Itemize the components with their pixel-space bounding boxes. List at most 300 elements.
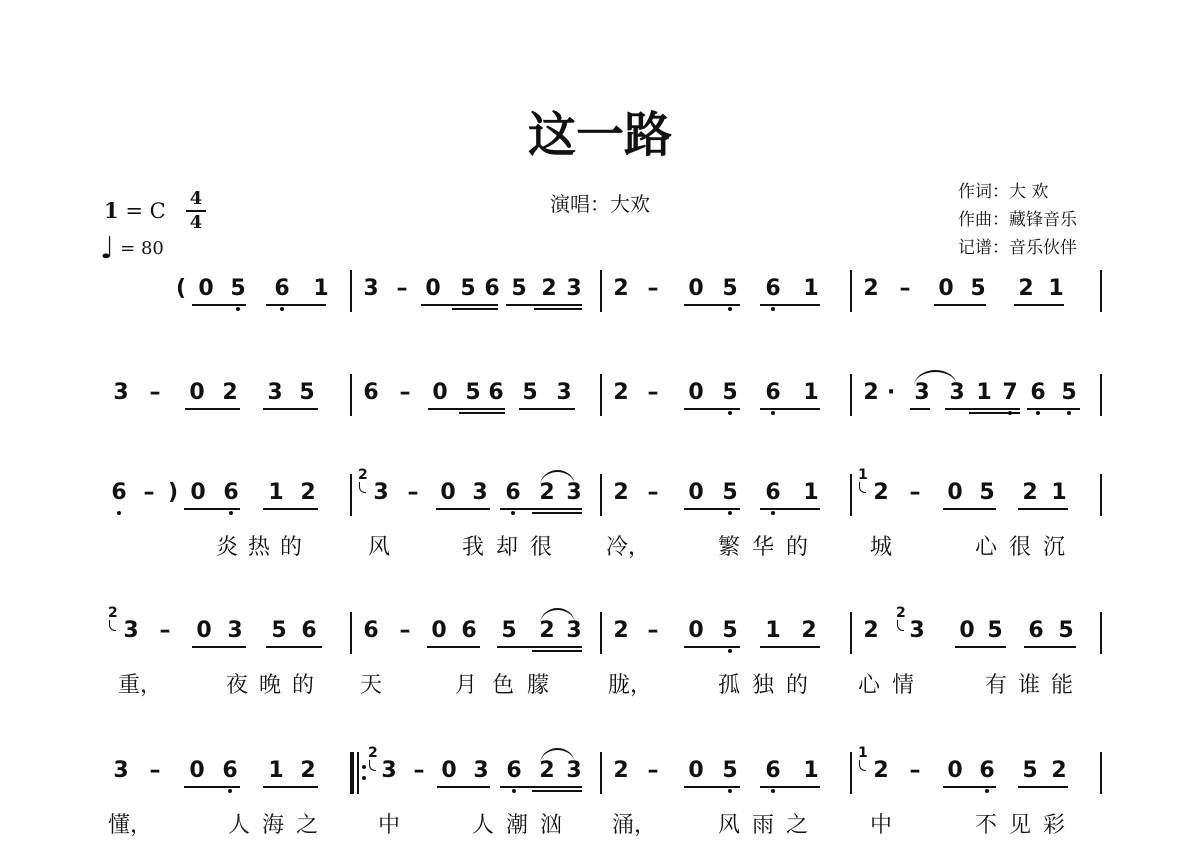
transcriber-credit: 记谱：音乐伙伴 [958, 238, 1077, 258]
duration-underline [185, 408, 240, 410]
dash-mark: – [647, 276, 659, 301]
volta-mark [108, 606, 118, 631]
score-row [0, 467, 1200, 560]
lyric-syllable: 繁 [718, 535, 741, 560]
note-numeral: 5 [299, 380, 315, 405]
song-title: 这一路 [527, 107, 672, 163]
lower-octave-dot [728, 789, 732, 793]
note-numeral: 5 [460, 276, 476, 301]
lyric-syllable: 很 [1009, 535, 1032, 560]
note-numeral: 2 [1018, 276, 1034, 301]
note-numeral: 6 [764, 380, 782, 405]
bar-line [850, 374, 852, 416]
duration-underline [184, 786, 240, 788]
duration-underline [192, 646, 246, 648]
note-numeral: 1 [803, 480, 819, 505]
dash-mark: – [647, 618, 659, 643]
note-numeral: 0 [190, 480, 206, 505]
note-numeral: 2 [613, 480, 629, 505]
lyric-syllable: 心 [858, 673, 881, 698]
note-numeral: 2 [863, 276, 879, 301]
note-numeral: 3 [363, 276, 379, 301]
lyric-syllable: 能 [1051, 673, 1074, 698]
note-numeral: 6 [221, 758, 239, 783]
duration-underline [534, 308, 582, 310]
note-numeral: 0 [947, 758, 963, 783]
note-numeral: 5 [522, 380, 538, 405]
note-numeral: 6 [978, 758, 996, 783]
duration-underline [532, 512, 582, 514]
note-numeral: 6 [488, 380, 504, 405]
lyric-syllable: 沉 [1043, 535, 1066, 560]
note-numeral: 5 [979, 480, 995, 505]
duration-underline [437, 786, 490, 788]
lower-octave-dot [236, 307, 240, 311]
duration-underline [969, 412, 1020, 414]
dash-mark: – [647, 380, 659, 405]
note-numeral: 5 [1022, 758, 1038, 783]
bar-line [350, 474, 352, 516]
lyric-syllable: 我 [462, 535, 485, 560]
note-numeral: 6 [273, 276, 291, 301]
note-numeral: 1 [268, 480, 284, 505]
lyric-syllable: 重， [118, 673, 163, 698]
bar-line [350, 374, 352, 416]
note-numeral: 5 [721, 758, 739, 783]
duration-underline [500, 508, 582, 510]
bar-line [600, 270, 602, 312]
dash-mark: – [399, 380, 411, 405]
volta-number: 2 [358, 467, 368, 483]
lyric-syllable: 人 [228, 813, 251, 838]
note-numeral: 5 [721, 276, 739, 301]
note-numeral: 3 [373, 480, 389, 505]
note-numeral: 3 [566, 618, 582, 643]
lower-octave-dot [728, 649, 732, 653]
note-numeral: 2 [539, 618, 555, 643]
duration-underline [684, 304, 740, 306]
note-numeral: 2 [613, 618, 629, 643]
volta-number: 2 [368, 745, 378, 761]
bar-line [350, 612, 352, 654]
duration-underline [684, 408, 740, 410]
duration-underline [760, 786, 820, 788]
lyric-syllable: 冷， [606, 535, 651, 560]
note-numeral: 2 [222, 380, 238, 405]
lyric-syllable: 很 [530, 535, 553, 560]
lyric-syllable: 中 [870, 813, 893, 838]
lyric-syllable: 月 [455, 673, 478, 698]
note-numeral: 0 [959, 618, 975, 643]
score-row [0, 745, 1200, 838]
volta-number: 1 [858, 745, 868, 761]
duration-underline [1024, 646, 1076, 648]
note-numeral: 5 [721, 380, 739, 405]
lyric-syllable: 风 [718, 813, 741, 838]
duration-underline [497, 646, 582, 648]
dash-mark: – [399, 618, 411, 643]
score-row [0, 276, 1200, 336]
note-numeral: 5 [1060, 380, 1078, 405]
lower-octave-dot [771, 411, 775, 415]
dash-mark: – [159, 618, 171, 643]
duration-underline [427, 646, 480, 648]
lyric-syllable: 色 [492, 673, 515, 698]
duration-underline [506, 304, 582, 306]
quarter-note-icon: ♩ [100, 231, 115, 266]
note-numeral: 3 [566, 480, 582, 505]
note-numeral: 0 [688, 758, 704, 783]
note-numeral: 1 [803, 758, 819, 783]
key-signature [104, 198, 166, 223]
lyric-syllable: 汹 [540, 813, 563, 838]
bar-line [600, 752, 602, 794]
note-numeral: 2 [873, 480, 889, 505]
note-numeral: 0 [425, 276, 441, 301]
volta-mark [368, 746, 378, 771]
note-numeral: 6 [363, 380, 379, 405]
note-numeral: · [886, 380, 896, 405]
dash-mark: – [909, 758, 921, 783]
lyric-syllable: 却 [496, 535, 519, 560]
duration-underline [192, 304, 246, 306]
note-numeral: 5 [721, 480, 739, 505]
parenthesis: ) [167, 480, 179, 505]
lyric-syllable: 热 [248, 535, 271, 560]
note-numeral: 3 [566, 758, 582, 783]
duration-underline [184, 508, 240, 510]
note-numeral: 0 [198, 276, 214, 301]
key-eq: = C [125, 199, 166, 223]
volta-number: 2 [896, 605, 906, 621]
dash-mark: – [143, 480, 155, 505]
volta-hook [109, 620, 116, 631]
note-numeral: 3 [381, 758, 397, 783]
duration-underline [943, 786, 996, 788]
note-numeral: 6 [222, 480, 240, 505]
duration-underline [760, 508, 820, 510]
slur-arc [914, 370, 957, 386]
lyric-syllable: 的 [292, 673, 315, 698]
lyric-syllable: 懂， [108, 813, 153, 838]
lyric-syllable: 心 [975, 535, 998, 560]
bar-line [850, 752, 852, 794]
lyric-syllable: 之 [296, 813, 319, 838]
dash-mark: – [396, 276, 408, 301]
singer-credit: 演唱：大欢 [550, 192, 650, 216]
duration-underline [500, 786, 582, 788]
duration-underline [1014, 304, 1064, 306]
duration-underline [955, 646, 1006, 648]
lower-octave-dot [228, 789, 232, 793]
lyric-syllable: 情 [892, 673, 915, 698]
note-numeral: 6 [110, 480, 128, 505]
volta-hook [897, 620, 904, 631]
volta-hook [369, 760, 376, 771]
note-numeral: 0 [947, 480, 963, 505]
lyric-syllable: 的 [280, 535, 303, 560]
duration-underline [1018, 508, 1068, 510]
lyric-syllable: 天 [360, 673, 383, 698]
lyric-syllable: 独 [752, 673, 775, 698]
lyric-syllable: 中 [378, 813, 401, 838]
lyric-syllable: 夜 [226, 673, 249, 698]
credits-block [958, 178, 1077, 262]
note-numeral: 0 [189, 758, 205, 783]
lower-octave-dot [229, 511, 233, 515]
lyric-syllable: 有 [985, 673, 1008, 698]
lyric-syllable: 雨 [752, 813, 775, 838]
bar-line [850, 612, 852, 654]
duration-underline [760, 646, 820, 648]
composer-credit: 作曲：藏锋音乐 [958, 210, 1077, 230]
duration-underline [684, 508, 740, 510]
note-numeral: 3 [472, 480, 488, 505]
lyric-syllable: 风 [368, 535, 391, 560]
note-numeral: 3 [566, 276, 582, 301]
lyric-syllable: 彩 [1043, 813, 1066, 838]
lyric-syllable: 海 [262, 813, 285, 838]
note-numeral: 0 [688, 618, 704, 643]
lower-octave-dot [512, 789, 516, 793]
dash-mark: – [149, 758, 161, 783]
note-numeral: 2 [801, 618, 817, 643]
volta-hook [359, 482, 366, 493]
note-numeral: 3 [914, 380, 930, 405]
duration-underline [459, 412, 505, 414]
key-do: 1 [104, 198, 119, 223]
note-numeral: 6 [1028, 618, 1044, 643]
lower-octave-dot [771, 511, 775, 515]
note-numeral: 0 [688, 276, 704, 301]
bar-line [850, 270, 852, 312]
lyric-syllable: 潮 [506, 813, 529, 838]
bar-line [1100, 270, 1102, 312]
volta-number: 2 [108, 605, 118, 621]
lyric-syllable: 晚 [259, 673, 282, 698]
duration-underline [760, 304, 820, 306]
note-numeral: 6 [764, 276, 782, 301]
note-numeral: 7 [1001, 380, 1019, 405]
note-numeral: 5 [501, 618, 517, 643]
lyric-syllable: 城 [870, 535, 893, 560]
duration-underline [934, 304, 986, 306]
note-numeral: 1 [268, 758, 284, 783]
duration-underline [263, 508, 318, 510]
duration-underline [684, 646, 740, 648]
duration-underline [910, 408, 930, 410]
lower-octave-dot [985, 789, 989, 793]
lower-octave-dot [728, 307, 732, 311]
duration-underline [519, 408, 575, 410]
note-numeral: 2 [1022, 480, 1038, 505]
note-numeral: 1 [803, 276, 819, 301]
note-numeral: 6 [363, 618, 379, 643]
note-numeral: 2 [300, 480, 316, 505]
note-numeral: 0 [688, 380, 704, 405]
lyricist-credit: 作词：大 欢 [958, 182, 1049, 202]
note-numeral: 0 [441, 758, 457, 783]
lyric-syllable: 人 [472, 813, 495, 838]
dash-mark: – [413, 758, 425, 783]
volta-hook [859, 760, 866, 771]
note-numeral: 6 [461, 618, 477, 643]
note-numeral: 2 [300, 758, 316, 783]
note-numeral: 2 [863, 380, 879, 405]
lower-octave-dot [280, 307, 284, 311]
lyric-syllable: 华 [752, 535, 775, 560]
lyric-syllable: 谁 [1018, 673, 1041, 698]
note-numeral: 3 [556, 380, 572, 405]
lyric-syllable: 胧， [608, 673, 653, 698]
bar-line [600, 374, 602, 416]
note-numeral: 0 [189, 380, 205, 405]
bar-line [350, 270, 352, 312]
note-numeral: 2 [873, 758, 889, 783]
tempo-value: = 80 [120, 238, 164, 259]
score-row [0, 605, 1200, 698]
duration-underline [943, 508, 996, 510]
note-numeral: 6 [504, 480, 522, 505]
note-numeral: 6 [764, 758, 782, 783]
lyric-syllable: 之 [786, 813, 809, 838]
note-numeral: 6 [505, 758, 523, 783]
bar-line [1100, 612, 1102, 654]
note-numeral: 1 [1048, 276, 1064, 301]
volta-mark [358, 468, 368, 493]
note-numeral: 3 [123, 618, 139, 643]
dash-mark: – [149, 380, 161, 405]
note-numeral: 3 [113, 380, 129, 405]
lyric-syllable: 朦 [527, 673, 550, 698]
note-numeral: 0 [440, 480, 456, 505]
lyric-syllable: 炎 [216, 535, 239, 560]
duration-underline [266, 646, 322, 648]
lower-octave-dot [728, 511, 732, 515]
duration-underline [263, 408, 318, 410]
note-numeral: 5 [987, 618, 1003, 643]
note-numeral: 1 [803, 380, 819, 405]
dash-mark: – [407, 480, 419, 505]
duration-underline [263, 786, 318, 788]
note-numeral: 3 [113, 758, 129, 783]
score-row [0, 380, 1200, 440]
note-numeral: 2 [863, 618, 879, 643]
parenthesis: ( [175, 276, 187, 301]
note-numeral: 6 [1029, 380, 1047, 405]
note-numeral: 1 [976, 380, 992, 405]
note-numeral: 3 [267, 380, 283, 405]
note-numeral: 5 [511, 276, 527, 301]
lower-octave-dot [1036, 411, 1040, 415]
note-numeral: 6 [301, 618, 317, 643]
note-numeral: 5 [970, 276, 986, 301]
note-numeral: 2 [613, 758, 629, 783]
volta-mark [896, 606, 906, 631]
note-numeral: 6 [764, 480, 782, 505]
lyric-syllable: 见 [1009, 813, 1032, 838]
slur-arc [540, 608, 575, 624]
lower-octave-dot [117, 511, 121, 515]
duration-underline [532, 650, 582, 652]
bar-line [850, 474, 852, 516]
note-numeral: 3 [227, 618, 243, 643]
note-numeral: 5 [721, 618, 739, 643]
duration-underline [428, 408, 505, 410]
duration-underline [945, 408, 1020, 410]
note-numeral: 3 [909, 618, 925, 643]
duration-underline [684, 786, 740, 788]
lyric-syllable: 不 [975, 813, 998, 838]
note-numeral: 0 [938, 276, 954, 301]
duration-underline [1018, 786, 1068, 788]
note-numeral: 2 [613, 276, 629, 301]
note-numeral: 6 [484, 276, 500, 301]
lower-octave-dot [728, 411, 732, 415]
lower-octave-dot [771, 307, 775, 311]
lyric-syllable: 孤 [718, 673, 741, 698]
bar-line [600, 612, 602, 654]
lower-octave-dot [1067, 411, 1071, 415]
dash-mark: – [909, 480, 921, 505]
lyric-syllable: 的 [786, 535, 809, 560]
note-numeral: 2 [539, 480, 555, 505]
duration-underline [760, 408, 820, 410]
duration-underline [421, 304, 498, 306]
meter-bottom: 4 [189, 212, 203, 233]
note-numeral: 2 [613, 380, 629, 405]
lower-octave-dot [511, 511, 515, 515]
time-signature [186, 190, 206, 232]
bar-line [600, 474, 602, 516]
volta-mark [858, 468, 868, 493]
duration-underline [532, 790, 582, 792]
tempo-mark [100, 231, 164, 266]
note-numeral: 5 [229, 276, 247, 301]
note-numeral: 2 [1051, 758, 1067, 783]
slur-arc [540, 748, 575, 764]
duration-underline [266, 304, 326, 306]
note-numeral: 1 [313, 276, 329, 301]
dash-mark: – [647, 480, 659, 505]
note-numeral: 1 [765, 618, 781, 643]
volta-mark [858, 746, 868, 771]
note-numeral: 3 [473, 758, 489, 783]
note-numeral: 5 [271, 618, 287, 643]
bar-line [1100, 474, 1102, 516]
note-numeral: 5 [1058, 618, 1074, 643]
note-numeral: 2 [541, 276, 557, 301]
note-numeral: 0 [432, 380, 448, 405]
lyric-syllable: 涌， [612, 813, 657, 838]
bar-line [1100, 374, 1102, 416]
note-numeral: 0 [431, 618, 447, 643]
slur-arc [540, 470, 575, 486]
duration-underline [436, 508, 490, 510]
dash-mark: – [647, 758, 659, 783]
meter-top: 4 [189, 188, 203, 209]
dash-mark: – [899, 276, 911, 301]
lower-octave-dot [771, 789, 775, 793]
volta-hook [859, 482, 866, 493]
note-numeral: 3 [949, 380, 965, 405]
lyric-syllable: 的 [786, 673, 809, 698]
note-numeral: 0 [196, 618, 212, 643]
note-numeral: 5 [465, 380, 481, 405]
note-numeral: 0 [688, 480, 704, 505]
bar-line [1100, 752, 1102, 794]
duration-underline [452, 308, 498, 310]
